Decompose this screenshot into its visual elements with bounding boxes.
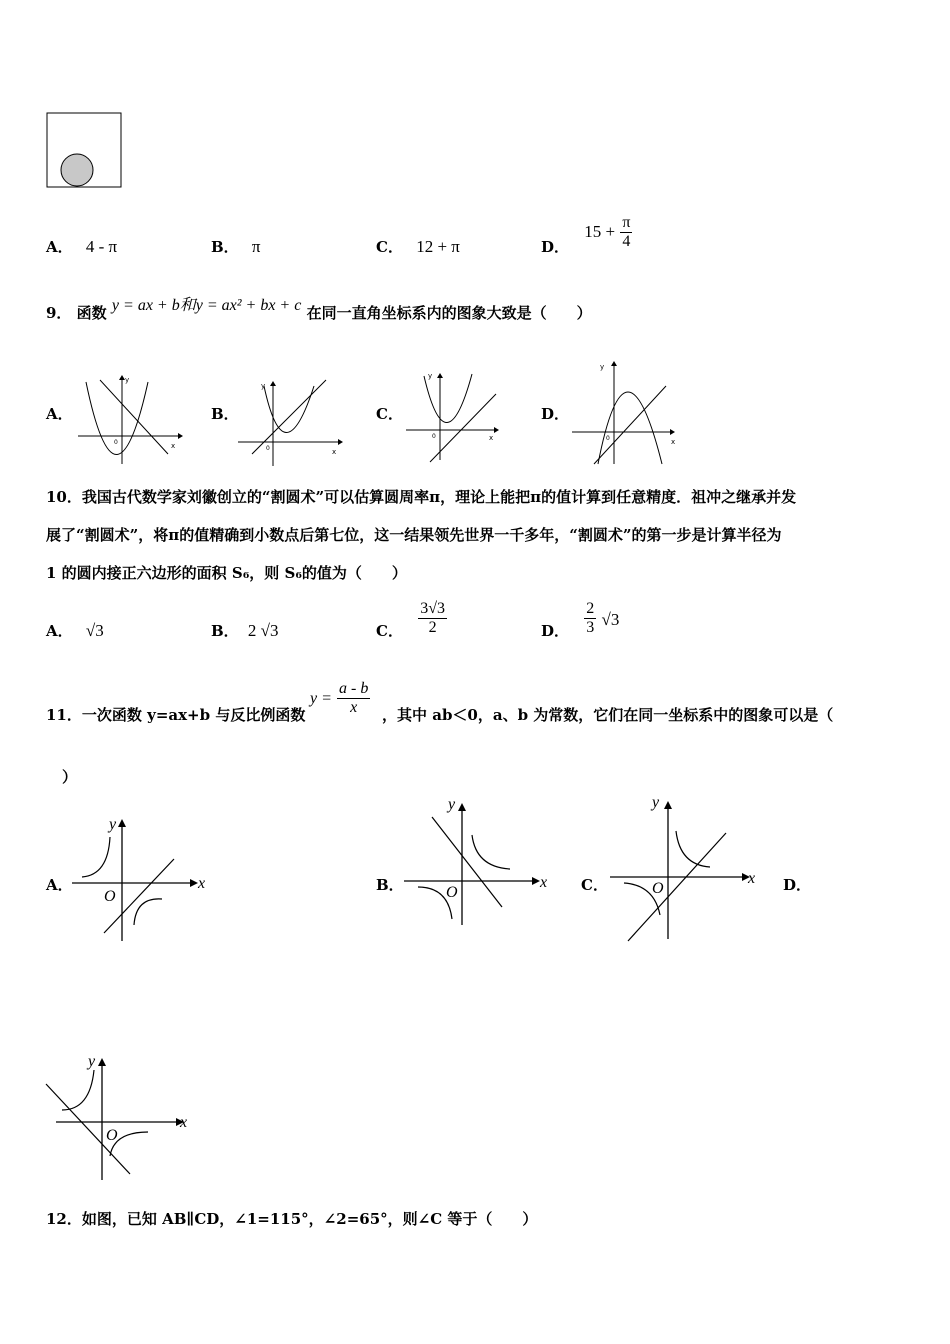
q10-option-a-value: √3	[85, 621, 104, 640]
q11-formula-num: a - b	[339, 680, 369, 697]
q11-option-c[interactable]: C．	[581, 876, 608, 894]
q8-option-c-letter: C．	[376, 238, 403, 256]
q11-prefix: 11．一次函数 y=ax+b 与反比例函数	[46, 706, 306, 724]
q10-option-d[interactable]	[541, 600, 619, 641]
q11-graph-d	[44, 1052, 194, 1187]
svg-text:y: y	[600, 363, 605, 371]
q11b-x-label: x	[540, 874, 548, 891]
q8-option-c-value: 12 + π	[416, 237, 460, 256]
q8-option-d-den: 4	[622, 233, 631, 250]
q11-option-a[interactable]: A．	[46, 876, 73, 894]
q11-option-b[interactable]: B．	[376, 876, 404, 894]
q9-suffix: 在同一直角坐标系内的图象大致是（ ）	[306, 304, 592, 322]
q9-graph-a	[78, 372, 183, 467]
q8-figure	[46, 112, 130, 192]
q11d-x-label: x	[180, 1114, 188, 1131]
q8-circle	[61, 154, 93, 186]
q10-option-d-frac	[584, 600, 596, 637]
q9-number: 9．	[46, 304, 72, 322]
svg-text:x: x	[332, 448, 337, 456]
svg-text:0: 0	[266, 445, 270, 452]
q10-option-c-den: 2	[428, 619, 437, 636]
svg-text:0: 0	[114, 439, 118, 446]
q11-graph-c	[608, 795, 763, 945]
q9-formula: y = ax + b和y = ax² + bx + c	[111, 297, 302, 314]
q11-stem	[46, 704, 305, 725]
q9-option-d[interactable]: D．	[541, 405, 570, 423]
q11b-origin: O	[446, 884, 458, 901]
q11-formula-frac	[337, 680, 370, 717]
svg-text:0: 0	[432, 433, 436, 440]
q10-option-b-letter: B．	[211, 622, 239, 640]
q8-option-b-letter: B．	[211, 238, 239, 256]
q11-graph-a	[70, 815, 215, 945]
q11-formula	[310, 680, 370, 717]
q11b-y-label: y	[448, 796, 456, 813]
q9-graph-b	[236, 374, 346, 469]
svg-text:x: x	[671, 438, 676, 446]
q12-stem: 12．如图，已知 AB∥CD，∠1=115°，∠2=65°，则∠C 等于（ ）	[46, 1210, 538, 1228]
q8-option-b-value: π	[251, 237, 261, 256]
q10-option-c-num: 3√3	[420, 600, 445, 617]
q11a-origin: O	[104, 888, 116, 905]
q10-option-d-letter: D．	[541, 622, 570, 640]
q10-option-c-frac	[418, 600, 447, 637]
q11-close: ）	[62, 768, 78, 786]
q11-graph-b	[400, 795, 555, 925]
q9-stem	[46, 297, 592, 323]
q11-formula-lhs: y =	[310, 689, 332, 707]
svg-text:y: y	[261, 382, 266, 390]
q9-option-a[interactable]: A．	[46, 405, 73, 423]
q10-option-b-value: 2 √3	[247, 621, 279, 640]
svg-text:y: y	[428, 372, 433, 380]
q11d-origin: O	[106, 1127, 118, 1144]
q10-option-d-tail: √3	[601, 610, 620, 629]
q10-option-d-num: 2	[586, 600, 595, 617]
svg-text:0: 0	[606, 435, 610, 442]
q11c-origin: O	[652, 880, 664, 897]
q11-formula-den: x	[350, 699, 358, 716]
svg-text:y: y	[125, 376, 130, 384]
q10-option-d-den: 3	[586, 619, 595, 636]
q11-suffix: ，其中 ab＜0，a、b 为常数，它们在同一坐标系中的图象可以是（	[382, 706, 834, 724]
q11a-x-label: x	[198, 875, 206, 892]
q9-option-c[interactable]: C．	[376, 405, 403, 423]
q10-line-2: 展了“割圆术”，将π的值精确到小数点后第七位，这一结果领先世界一千多年，“割圆术”的第一步是计算半径为	[46, 526, 782, 544]
svg-text:x: x	[489, 434, 494, 442]
q10-option-c-letter: C．	[376, 622, 403, 640]
q8-option-b[interactable]	[211, 236, 261, 257]
q8-option-d[interactable]	[541, 214, 632, 257]
q10-option-a-letter: A．	[46, 622, 73, 640]
q11-option-d[interactable]: D．	[783, 876, 812, 894]
q11c-x-label: x	[748, 870, 756, 887]
q10-option-a[interactable]	[46, 620, 104, 641]
svg-text:x: x	[171, 442, 176, 450]
q11c-y-label: y	[652, 794, 660, 811]
q10-line-1: 10．我国古代数学家刘徽创立的“割圆术”可以估算圆周率π，理论上能把π的值计算到任意精度．祖冲之继承并发	[46, 488, 797, 506]
q10-option-c[interactable]	[376, 600, 447, 641]
q9-prefix: 函数	[76, 304, 107, 322]
q9-graph-c	[404, 370, 504, 470]
q8-option-a-value: 4 - π	[85, 237, 118, 256]
q10-line-3: 1 的圆内接正六边形的面积 S₆，则 S₆的值为（ ）	[46, 564, 407, 582]
q11d-y-label: y	[88, 1053, 96, 1070]
q9-option-b[interactable]: B．	[211, 405, 239, 423]
q8-option-d-letter: D．	[541, 238, 570, 256]
q10-option-b[interactable]	[211, 620, 279, 641]
q8-option-c[interactable]	[376, 236, 460, 257]
q8-option-d-frac	[620, 214, 632, 251]
q8-option-a[interactable]	[46, 236, 117, 257]
q8-option-a-letter: A．	[46, 238, 73, 256]
q9-graph-d	[570, 360, 680, 470]
q11a-y-label: y	[109, 816, 117, 833]
q8-option-d-num: π	[622, 214, 631, 231]
q8-option-d-int: 15 +	[584, 222, 616, 241]
